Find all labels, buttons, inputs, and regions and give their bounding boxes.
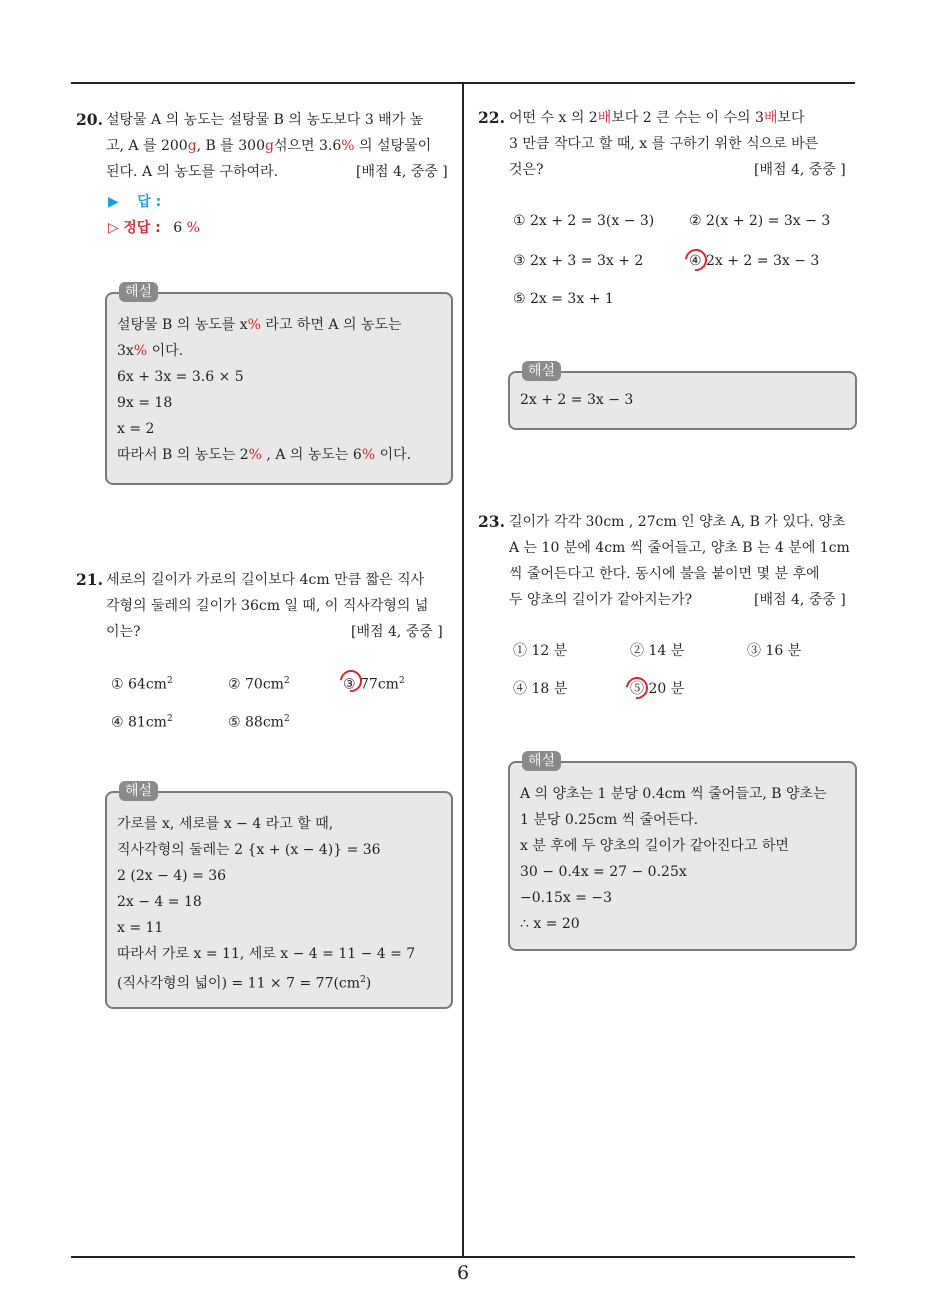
question-number: 22. <box>478 108 505 127</box>
question-text: 설탕물 A 의 농도는 설탕물 B 의 농도보다 3 배가 높 고, A 를 200g, B 를 300g섞으면 3.6% 의 설탕물이 된다. A 의 농도를 구하여라. <box>106 112 432 180</box>
choice-3[interactable]: ③ 2x + 3 = 3x + 2 <box>513 253 644 269</box>
score-label: [배점 4, 중중 ] <box>351 624 443 640</box>
choice-3[interactable]: ③ 16 분 <box>747 643 802 659</box>
choice-4[interactable]: ④ $81cm^2$ <box>111 714 173 731</box>
solution-tag: 해설 <box>522 751 561 771</box>
solution-box: 해설 가로를 x, 세로를 x − 4 라고 할 때, 직사각형의 둘레는 2 {x + (x − 4)} = 36 2 (2x − 4) = 36 2x − 4 = 18 x = 11 따라서 가로 x = 11, 세로 x − 4 = 11 − 4 = 7 (직사각형의 넓이) = $11 \times 7 = 77(cm^2)$ <box>105 791 453 1009</box>
choice-1[interactable]: ① 2x + 2 = 3(x − 3) <box>513 213 655 229</box>
choice-5[interactable]: ⑤ $88cm^2$ <box>228 714 290 731</box>
page-number: 6 <box>456 1262 470 1284</box>
bottom-rule <box>71 1256 855 1258</box>
question-text: 어떤 수 x 의 2배보다 2 큰 수는 이 수의 3배보다 3 만큼 작다고 할 때, x 를 구하기 위한 식으로 바른 것은? <box>509 110 819 178</box>
solution-box: 해설 설탕물 B 의 농도를 x% 라고 하면 A 의 농도는 3x% 이다. 6x + 3x = 3.6 × 5 9x = 18 x = 2 따라서 B 의 농도는 2% , A 의 농도는 6% 이다. <box>105 292 453 485</box>
choice-2[interactable]: ② 14 분 <box>630 643 685 659</box>
solution-tag: 해설 <box>119 781 158 801</box>
score-label: [배점 4, 중중 ] <box>754 592 846 608</box>
choice-5[interactable]: ⑤ 20 분 <box>630 681 685 697</box>
choice-1[interactable]: ① 12 분 <box>513 643 568 659</box>
score-label: [배점 4, 중중 ] <box>754 162 846 178</box>
question-text: 길이가 각각 30cm , 27cm 인 양초 A, B 가 있다. 양초 A 는 10 분에 4cm 씩 줄어들고, 양초 B 는 4 분에 1cm 씩 줄어든다고 한다. 동시에 불을 붙이면 몇 분 후에 두 양초의 길이가 같아지는가? <box>509 514 850 608</box>
choice-2[interactable]: ② $70cm^2$ <box>228 676 290 693</box>
choice-2[interactable]: ② 2(x + 2) = 3x − 3 <box>689 213 831 229</box>
solution-box: 해설 A 의 양초는 1 분당 0.4cm 씩 줄어들고, B 양초는 1 분당 0.25cm 씩 줄어든다. x 분 후에 두 양초의 길이가 같아진다고 하면 30 − 0.4x = 27 − 0.25x −0.15x = −3 ∴ x = 20 <box>508 761 857 951</box>
question-text: 세로의 길이가 가로의 길이보다 4cm 만큼 짧은 직사 각형의 둘레의 길이가 36cm 일 때, 이 직사각형의 넓 이는? <box>106 572 429 640</box>
choice-5[interactable]: ⑤ 2x = 3x + 1 <box>513 291 614 307</box>
question-number: 20. <box>76 110 103 129</box>
question-number: 21. <box>76 570 103 589</box>
solution-tag: 해설 <box>522 361 561 381</box>
correct-answer-row: ▷ 정답 : 6 % <box>108 220 200 236</box>
choice-4[interactable]: ④ 18 분 <box>513 681 568 697</box>
solution-box: 해설 2x + 2 = 3x − 3 <box>508 371 857 430</box>
answer-row: ▶ 답 : <box>108 194 162 210</box>
score-label: [배점 4, 중중 ] <box>356 164 448 180</box>
choice-4[interactable]: ④ 2x + 2 = 3x − 3 <box>689 253 820 269</box>
question-number: 23. <box>478 512 505 531</box>
solution-tag: 해설 <box>119 282 158 302</box>
play-icon: ▶ <box>108 194 119 210</box>
choice-3[interactable]: ③ $77cm^2$ <box>343 676 405 693</box>
play-outline-icon: ▷ <box>108 220 119 236</box>
column-divider <box>462 82 464 1258</box>
choice-1[interactable]: ① $64cm^2$ <box>111 676 173 693</box>
